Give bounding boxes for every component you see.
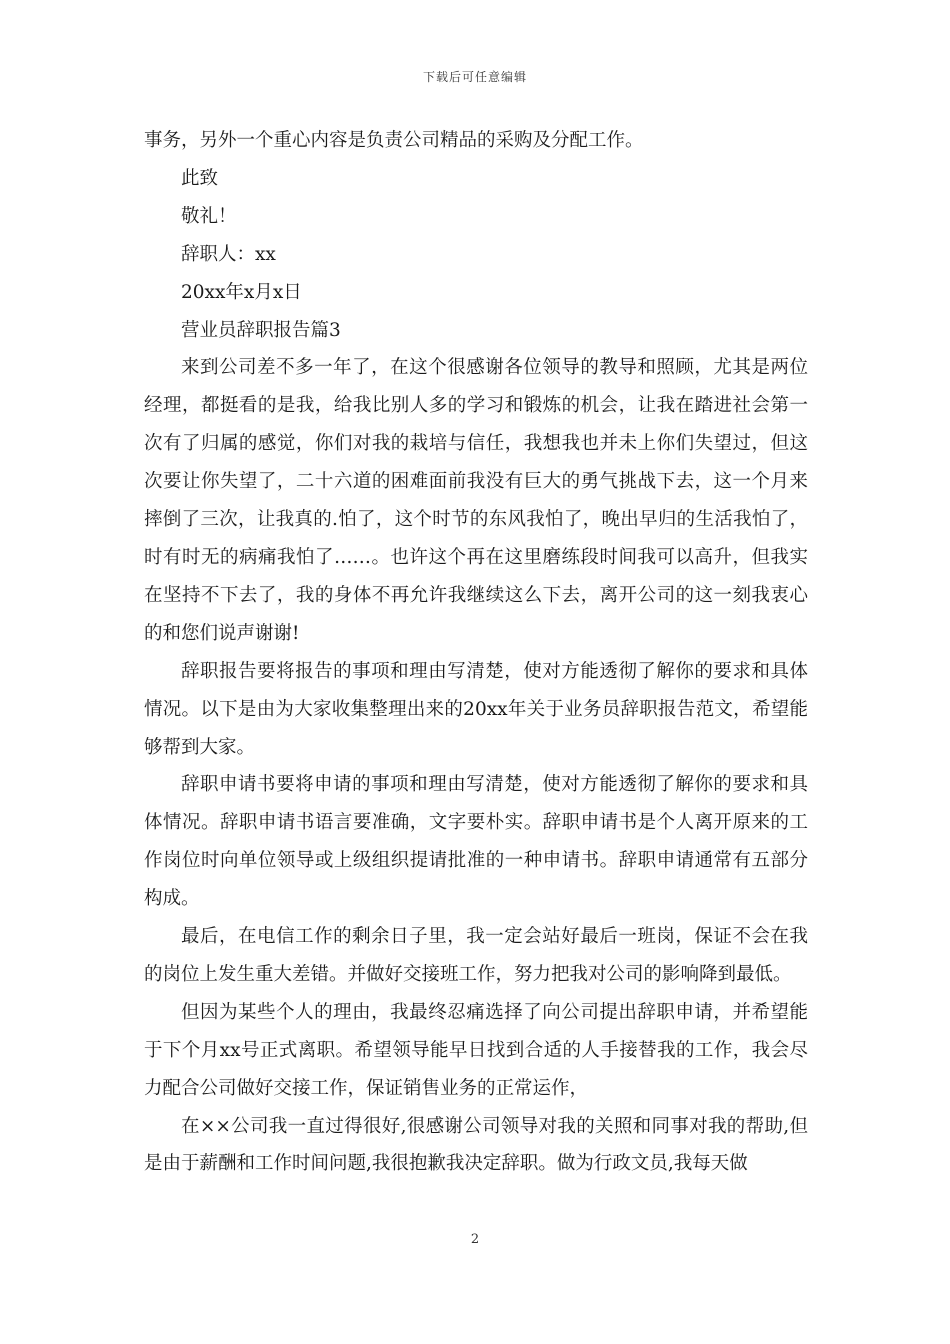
paragraph: 最后，在电信工作的剩余日子里，我一定会站好最后一班岗，保证不会在我的岗位上发生重大差错。并做好交接班工作，努力把我对公司的影响降到最低。 xyxy=(144,926,808,985)
paragraph: 来到公司差不多一年了，在这个很感谢各位领导的教导和照顾，尤其是两位经理，都挺看的是我，给我比别人多的学习和锻炼的机会，让我在踏进社会第一次有了归属的感觉，你们对我的栽培与信任，我想我也并未上你们失望过，但这次要让你失望了，二十六道的困难面前我没有巨大的勇气挑战下去，这一个月来摔倒了三次，让我真的.怕了，这个时节的东风我怕了，晚出早归的生活我怕了，时有时无的病痛我怕了……。也许这个再在这里磨练段时间我可以高升，但我实在坚持不下去了，我的身体不再允许我继续这么下去，离开公司的这一刻我衷心的和您们说声谢谢! xyxy=(144,357,808,644)
closing-salutation: 此致 xyxy=(181,167,219,189)
closing-respects: 敬礼！ xyxy=(181,205,237,227)
paragraph: 但因为某些个人的理由，我最终忍痛选择了向公司提出辞职申请，并希望能于下个月xx号正式离职。希望领导能早日找到合适的人手接替我的工作，我会尽力配合公司做好交接工作，保证销售业务的正常运作， xyxy=(144,1001,808,1099)
page-number: 2 xyxy=(470,1232,480,1247)
paragraph: 辞职报告要将报告的事项和理由写清楚，使对方能透彻了解你的要求和具体情况。以下是由为大家收集整理出来的20xx年关于业务员辞职报告范文，希望能够帮到大家。 xyxy=(144,660,808,758)
signature-line: 辞职人：xx xyxy=(181,243,276,265)
paragraph-continuation: 事务，另外一个重心内容是负责公司精品的采购及分配工作。 xyxy=(144,130,644,151)
page-header: 下载后可任意编辑 xyxy=(422,70,527,84)
section-heading: 营业员辞职报告篇3 xyxy=(181,319,341,341)
paragraph: 辞职申请书要将申请的事项和理由写清楚，使对方能透彻了解你的要求和具体情况。辞职申请书语言要准确，文字要朴实。辞职申请书是个人离开原来的工作岗位时向单位领导或上级组织提请批准的一种申请书。辞职申请通常有五部分构成。 xyxy=(144,774,808,910)
date-line: 20xx年x月x日 xyxy=(181,281,302,303)
document-body xyxy=(144,122,808,1183)
paragraph: 在××公司我一直过得很好,很感谢公司领导对我的关照和同事对我的帮助,但是由于薪酬和工作时间问题,我很抱歉我决定辞职。做为行政文员,我每天做 xyxy=(144,1115,808,1175)
